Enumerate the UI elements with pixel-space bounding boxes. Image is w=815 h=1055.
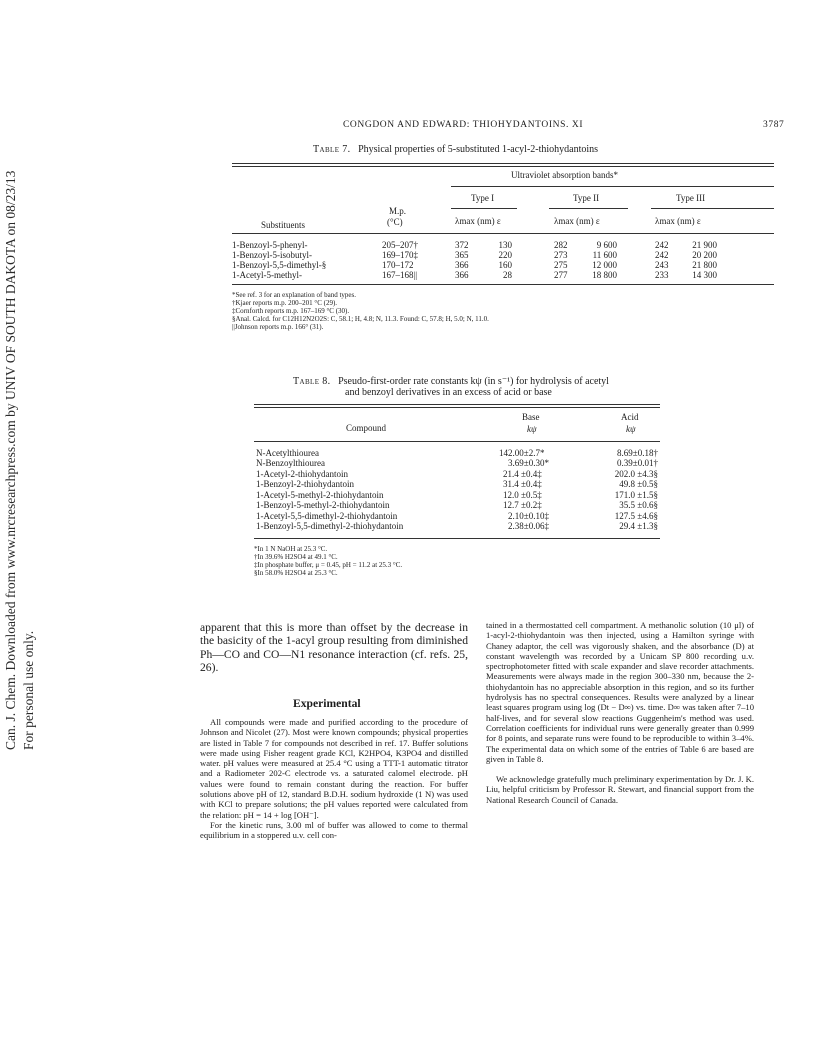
table7-lambda1: 365 (455, 250, 469, 260)
table7-footnote: †Kjaer reports m.p. 200–201 °C (29). (232, 299, 338, 307)
table8-compound: 1-Benzoyl-5-methyl-2-thiohydantoin (256, 500, 390, 510)
table7-substituent: 1-Benzoyl-5-phenyl- (232, 240, 308, 250)
table8-base-value: 21.4 ±0.4‡ (503, 469, 542, 479)
table7-type-ii-rule (549, 208, 628, 209)
table7-eps1: 160 (498, 260, 512, 270)
table8-caption-line-2: and benzoyl derivatives in an excess of acid or base (345, 387, 552, 398)
table8-caption-line-1: Pseudo-first-order rate constants kψ (in s⁻¹) for hydrolysis of acetyl (338, 376, 609, 387)
left-column-continuation: apparent that this is more than offset by the decrease in the basicity of the 1-acyl group resulting from diminished Ph—CO and CO—N1 resonance interaction (cf. refs. 25, 26). (200, 621, 468, 675)
table8-compound: 1-Acetyl-5,5-dimethyl-2-thiohydantoin (256, 511, 398, 521)
watermark-line-2: For personal use only. (21, 630, 36, 750)
table8-acid-value: 202.0 ±4.3§ (614, 469, 658, 479)
right-column-body (486, 620, 754, 805)
table7-subheader-3: λmax (nm) ε (655, 216, 701, 226)
table8-caption (293, 376, 609, 387)
table7-mp: 205–207† (382, 240, 418, 250)
table7-eps3: 14 300 (692, 270, 717, 280)
table7-mp: 167–168|| (382, 270, 418, 280)
table8-top-rule-2 (254, 407, 660, 408)
acknowledgment-paragraph: We acknowledge gratefully much preliminary experimentation by Dr. J. K. Liu, helpful criticism by Professor R. Stewart, and financial support from the National Research Council of Canada. (486, 774, 754, 805)
table7-top-rule-2 (232, 166, 774, 167)
paragraph: All compounds were made and purified according to the procedure of Johnson and Nicolet (27). Most were known compounds; physical properties are listed in Table 7 for compounds not described in ref. 17. Buffer solutions were made using Fisher reagent grade KCl, K2HPO4, K3PO4 and distilled water. pH values were measured at 25.4 °C using a TTT-1 automatic titrator and a Radiometer 202-C electrode vs. a saturated calomel electrode. pH values were found to remain constant during the reaction. For buffer solutions above pH of 12, standard B.D.H. sodium hydroxide (1 N) was used with KCl to prepare solutions; the pH values reported were calculated from the relation: pH = 14 + log [OH⁻]. (200, 717, 468, 820)
table8-compound: N-Benzoylthiourea (256, 458, 325, 468)
table7-eps2: 12 000 (592, 260, 617, 270)
table8-acid-value: 171.0 ±1.5§ (614, 490, 658, 500)
table7-eps2: 9 600 (596, 240, 617, 250)
table8-base-header: Base (522, 412, 540, 422)
table7-lambda2: 282 (554, 240, 568, 250)
table8-top-rule (254, 404, 660, 405)
table7-eps3: 21 900 (692, 240, 717, 250)
table7-subheader-2: λmax (nm) ε (554, 216, 600, 226)
table7-lambda1: 366 (455, 270, 469, 280)
table7-substituent: 1-Benzoyl-5,5-dimethyl-§ (232, 260, 327, 270)
table8-header-rule (254, 441, 660, 442)
table8-acid-value: 8.69±0.18† (617, 448, 658, 458)
table8-base-value: 12.0 ±0.5‡ (503, 490, 542, 500)
table7-mp: 170–172 (382, 260, 414, 270)
table7-type-iii: Type III (676, 193, 706, 203)
table7-top-rule (232, 163, 774, 164)
table7-uv-header: Ultraviolet absorption bands* (511, 170, 618, 180)
table7-lambda1: 366 (455, 260, 469, 270)
table8-compound: 1-Benzoyl-2-thiohydantoin (256, 479, 354, 489)
table7-bottom-rule (232, 284, 774, 285)
table7-caption-text: Physical properties of 5-substituted 1-acyl-2-thiohydantoins (358, 144, 599, 155)
table7-lambda3: 242 (655, 250, 669, 260)
table7-label: Table 7. (313, 144, 351, 155)
table8-label: Table 8. (293, 376, 331, 387)
section-heading-experimental: Experimental (293, 697, 361, 710)
table7-caption (313, 144, 598, 155)
table8-compound: N-Acetylthiourea (256, 448, 319, 458)
table7-footnote: §Anal. Calcd. for C12H12N2O2S: C, 58.1; H, 4.8; N, 11.3. Found: C, 57.8; H, 5.0; N, 11.0. (232, 315, 489, 323)
table7-lambda3: 243 (655, 260, 669, 270)
table7-substituent: 1-Benzoyl-5-isobutyl- (232, 250, 312, 260)
table8-compound: 1-Acetyl-5-methyl-2-thiohydantoin (256, 490, 384, 500)
table7-mp-header: M.p. (389, 206, 407, 216)
table8-base-k-header: kψ (527, 424, 537, 434)
table7-substituent: 1-Acetyl-5-methyl- (232, 270, 302, 280)
table7-footnote: *See ref. 3 for an explanation of band types. (232, 291, 357, 299)
running-title: CONGDON AND EDWARD: THIOHYDANTOINS. XI (343, 120, 584, 130)
table7-lambda3: 242 (655, 240, 669, 250)
table7-eps2: 18 800 (592, 270, 617, 280)
table7-eps1: 28 (503, 270, 512, 280)
table7-type-i-rule (451, 208, 517, 209)
table7-subheader-1: λmax (nm) ε (455, 216, 501, 226)
table7-eps1: 220 (498, 250, 512, 260)
table8-acid-header: Acid (621, 412, 639, 422)
table7-header-rule (232, 233, 774, 234)
table7-lambda2: 275 (554, 260, 568, 270)
table8-base-value: 3.69±0.30* (508, 458, 549, 468)
table8-base-value: 2.10±0.10‡ (508, 511, 549, 521)
left-column-body (200, 717, 468, 841)
table7-eps3: 21 800 (692, 260, 717, 270)
table8-bottom-rule (254, 538, 660, 539)
page-number: 3787 (763, 120, 785, 130)
table8-acid-value: 35.5 ±0.6§ (619, 500, 658, 510)
paragraph: tained in a thermostatted cell compartment. A methanolic solution (10 μl) of 1-acyl-2-thiohydantoin was then injected, using a Hamilton syringe with Chaney adaptor, the cell was vigorously shaken, and the absorbance (D) at constant wavelength was recorded by a Unicam SP 800 recording u.v. spectrophotometer fitted with scale expander and slave recorder attachments. Measurements were always made in the region 300–330 nm, because the 2-thiohydantoin has no appreciable absorption in this region, and so its further hydrolysis has no spectral consequences. Results were analyzed by a linear least squares program using log (Dt − D∞) vs. time. D∞ was taken after 7–10 half-lives, and for several slow reactions Guggenheim's method was used. Correlation coefficients for individual runs were generally greater than 0.999 for 8 points, and separate runs were found to be reproducible to within 3–4%. The experimental data on which some of the entries of Table 6 are based are given in Table 8. (486, 620, 754, 764)
paragraph: For the kinetic runs, 3.00 ml of buffer was allowed to come to thermal equilibrium in a stoppered u.v. cell con- (200, 819, 468, 841)
table7-uv-rule (451, 186, 774, 187)
table8-compound: 1-Benzoyl-5,5-dimethyl-2-thiohydantoin (256, 521, 404, 531)
table7-substituents-header: Substituents (261, 220, 306, 230)
table8-acid-value: 49.8 ±0.5§ (619, 479, 658, 489)
table8-acid-k-header: kψ (626, 424, 636, 434)
table8-acid-value: 29.4 ±1.3§ (619, 521, 658, 531)
table8-base-value: 12.7 ±0.2‡ (503, 500, 542, 510)
table8-footnote: §In 58.0% H2SO4 at 25.3 °C. (254, 569, 338, 577)
watermark-line-1: Can. J. Chem. Downloaded from www.nrcresearchpress.com by UNIV OF SOUTH DAKOTA on 08/23/13 (3, 170, 18, 750)
table7-eps1: 130 (498, 240, 512, 250)
table8-base-value: 142.00±2.7* (499, 448, 545, 458)
table7-lambda2: 277 (554, 270, 568, 280)
table7-footnote: ||Johnson reports m.p. 166° (31). (232, 323, 324, 331)
table7-lambda3: 233 (655, 270, 669, 280)
table8-acid-value: 127.5 ±4.6§ (614, 511, 658, 521)
table7-mp: 169–170‡ (382, 250, 418, 260)
table8-compound: 1-Acetyl-2-thiohydantoin (256, 469, 348, 479)
download-watermark (2, 170, 38, 750)
table7-mp-unit: (°C) (387, 217, 403, 227)
table7-type-ii: Type II (573, 193, 600, 203)
table7-eps2: 11 600 (592, 250, 617, 260)
table7-eps3: 20 200 (692, 250, 717, 260)
table8-compound-header: Compound (346, 423, 387, 433)
table8-footnote: *In 1 N NaOH at 25.3 °C. (254, 545, 328, 553)
table7-lambda2: 273 (554, 250, 568, 260)
table8-acid-value: 0.39±0.01† (617, 458, 658, 468)
table7-type-i: Type I (471, 193, 495, 203)
table8-base-value: 31.4 ±0.4‡ (503, 479, 542, 489)
table7-type-iii-rule (651, 208, 774, 209)
table7-lambda1: 372 (455, 240, 469, 250)
table7-footnote: ‡Cornforth reports m.p. 167–169 °C (30). (232, 307, 350, 315)
table8-base-value: 2.38±0.06‡ (508, 521, 549, 531)
table8-footnote: ‡In phosphate buffer, μ = 0.45, pH = 11.2 at 25.3 °C. (254, 561, 403, 569)
table8-footnote: †In 39.6% H2SO4 at 49.1 °C. (254, 553, 338, 561)
